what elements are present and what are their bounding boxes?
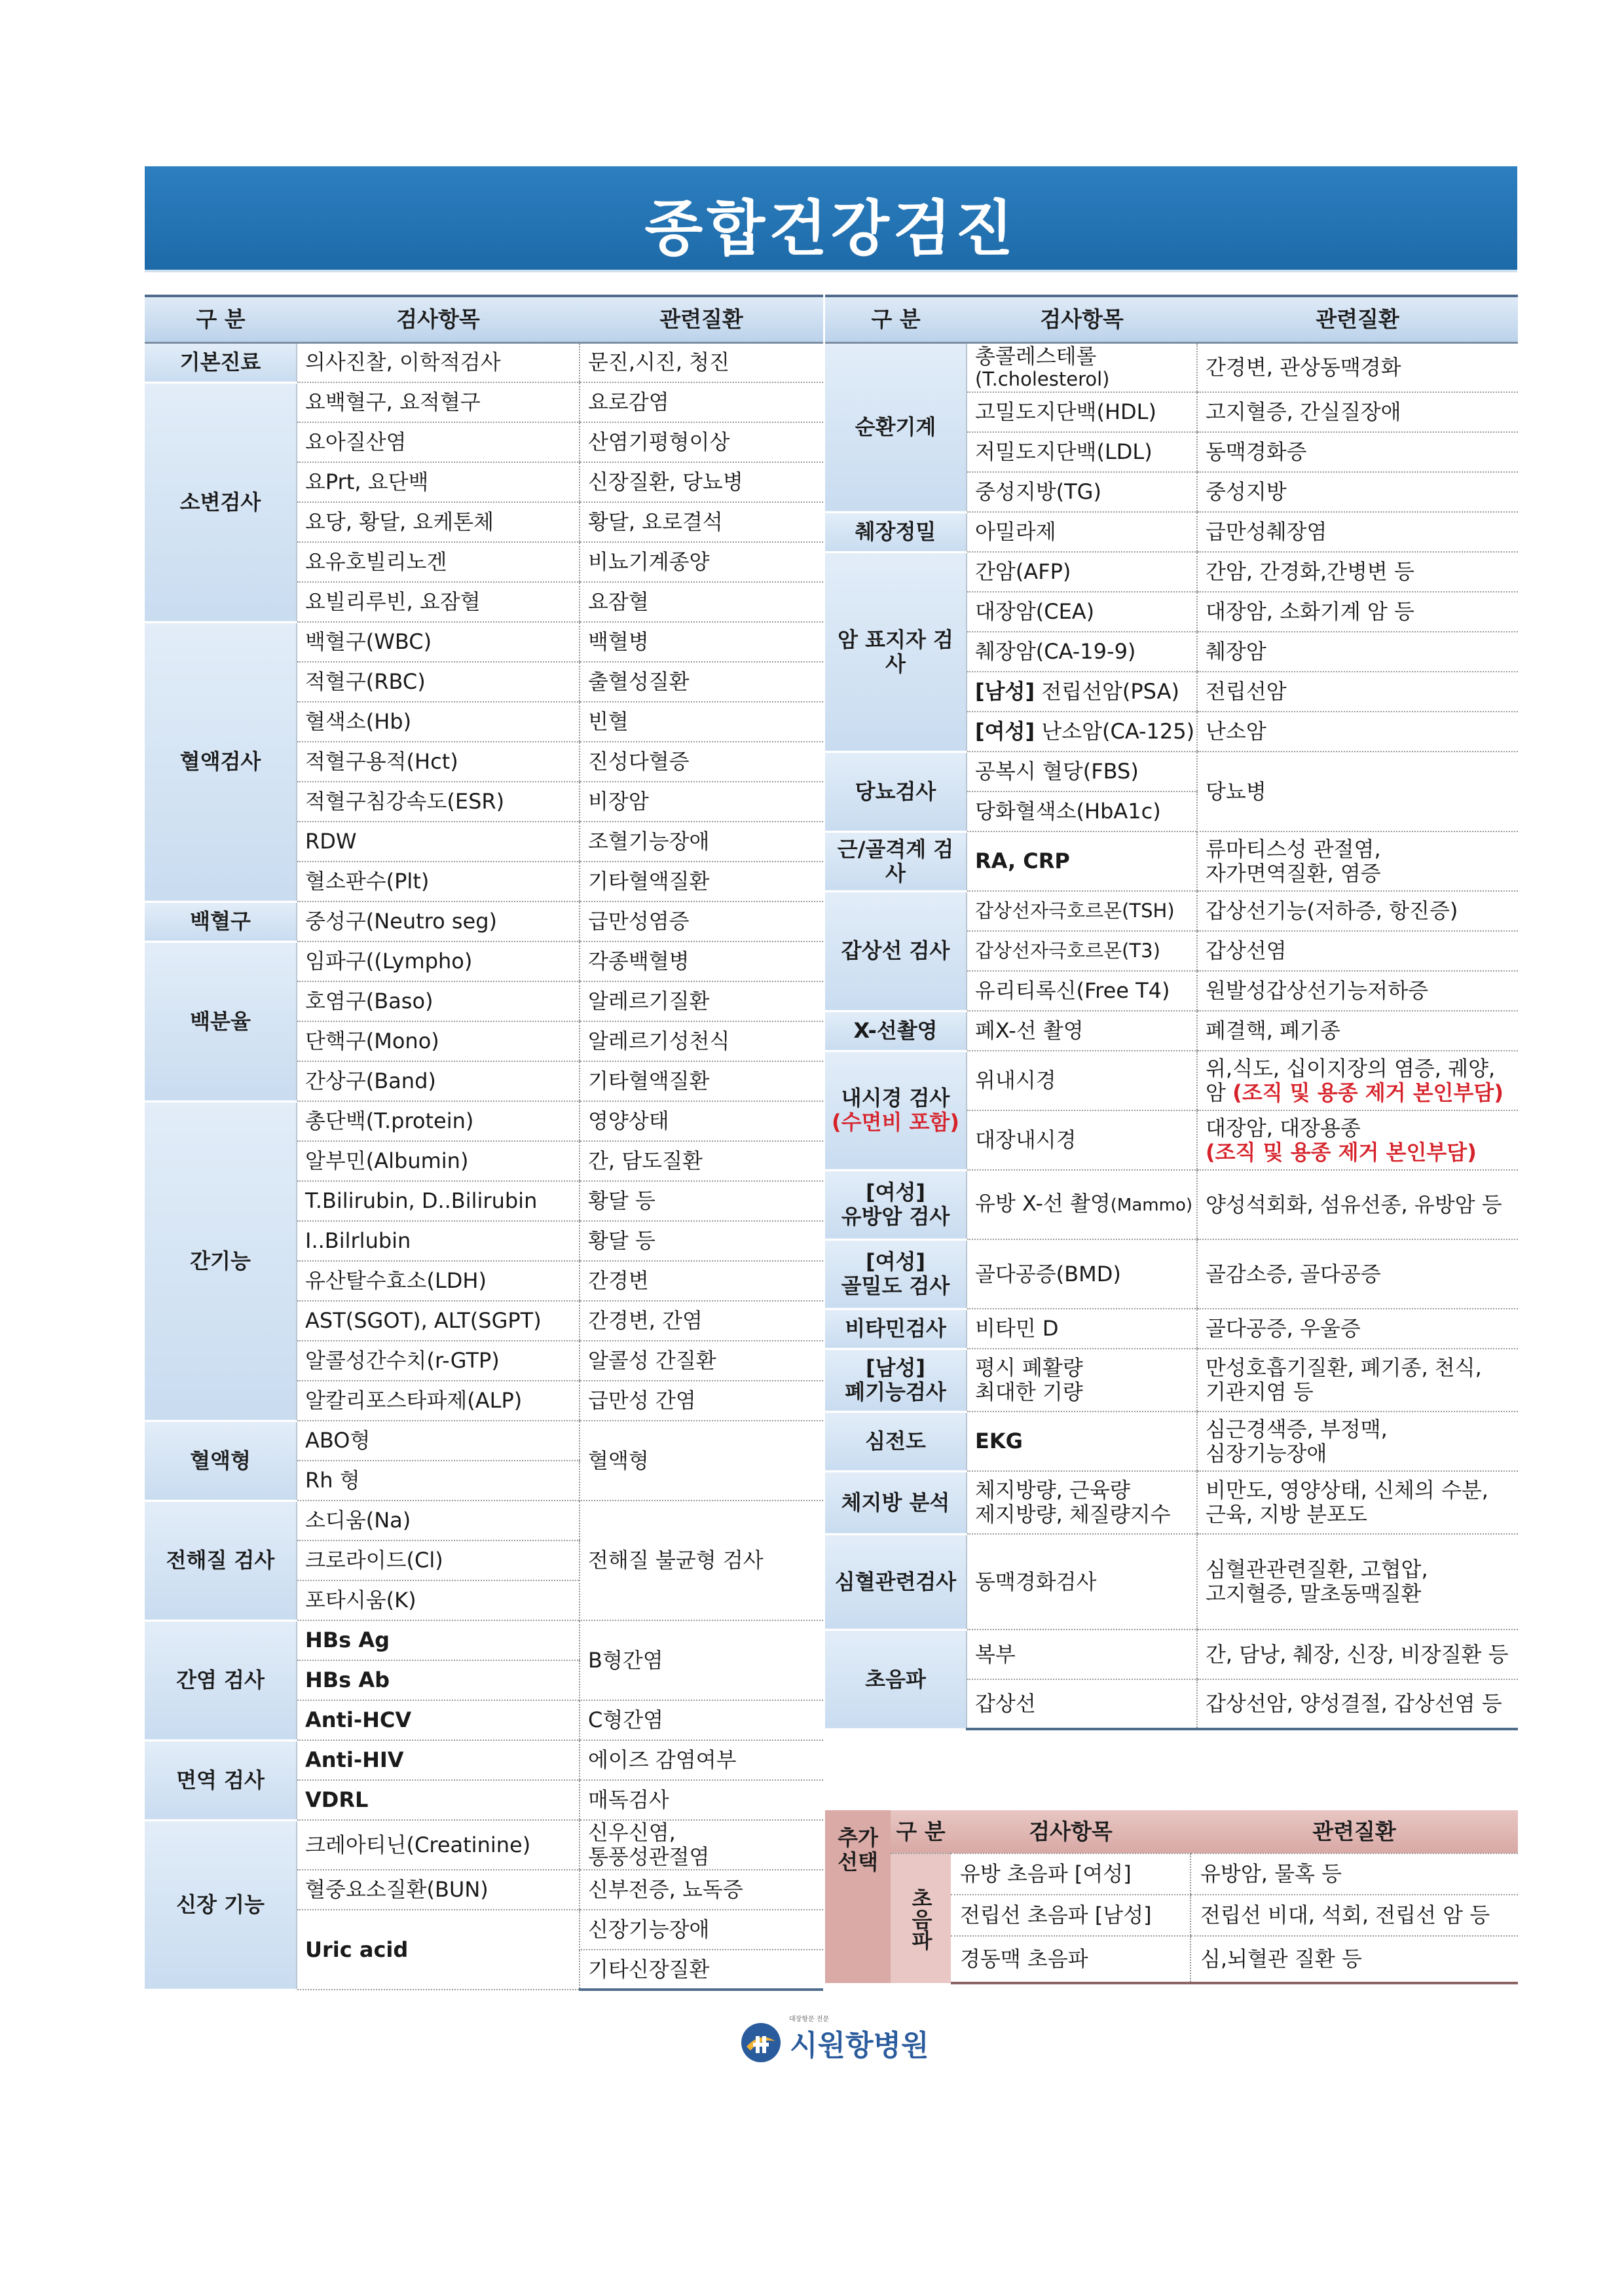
cat-tumor-marker: 암 표지자 검사 xyxy=(825,552,967,752)
disease xyxy=(1197,1534,1518,1630)
test-item: 유방 초음파 [여성] xyxy=(951,1853,1190,1895)
disease: 신부전증, 뇨독증 xyxy=(580,1870,823,1910)
disease: 알레르기질환 xyxy=(580,981,823,1021)
test-item: 갑상선 xyxy=(967,1679,1197,1729)
disease-line: 비만도, 영양상태, 신체의 수분, xyxy=(1206,1478,1488,1503)
disease: 심,뇌혈관 질환 등 xyxy=(1190,1936,1518,1983)
disease: 황달, 요로결석 xyxy=(580,502,823,542)
disease: C형간염 xyxy=(580,1700,823,1740)
cat-hepatitis: 간염 검사 xyxy=(145,1620,297,1740)
disease: 기타혈액질환 xyxy=(580,1061,823,1101)
test-item: 중성지방(TG) xyxy=(967,472,1197,512)
disease: 영양상태 xyxy=(580,1101,823,1141)
cat-vitamin: 비타민검사 xyxy=(825,1309,967,1349)
cat-label: 골밀도 검사 xyxy=(841,1273,950,1298)
test-item: 총단백(T.protein) xyxy=(297,1101,580,1141)
disease: 요잠혈 xyxy=(580,582,823,622)
disease: 황달 등 xyxy=(580,1221,823,1261)
cat-mammography xyxy=(825,1170,967,1239)
cat-thyroid: 갑상선 검사 xyxy=(825,891,967,1011)
test-item: 적혈구침강속도(ESR) xyxy=(297,782,580,822)
disease: 각종백혈병 xyxy=(580,941,823,981)
header-category: 구 분 xyxy=(825,296,967,342)
header-disease: 관련질환 xyxy=(1197,296,1518,342)
disease xyxy=(1197,1349,1518,1412)
test-item: 크레아티닌(Creatinine) xyxy=(297,1820,580,1870)
disease: 갑상선염 xyxy=(1197,931,1518,971)
disease: 췌장암 xyxy=(1197,632,1518,672)
test-item: I..Bilrlubin xyxy=(297,1221,580,1261)
test-item: 저밀도지단백(LDL) xyxy=(967,432,1197,472)
cat-electrolyte: 전해질 검사 xyxy=(145,1501,297,1620)
disease: 산염기평형이상 xyxy=(580,422,823,462)
disease-line: 고지혈증, 말초동맥질환 xyxy=(1206,1581,1422,1606)
test-item xyxy=(967,1170,1197,1239)
item-line: 체지방량, 근육량 xyxy=(975,1478,1130,1503)
test-item: 요유호빌리노겐 xyxy=(297,542,580,582)
disease: 빈혈 xyxy=(580,702,823,742)
disease: 알레르기성천식 xyxy=(580,1021,823,1061)
cat-label: [여성] xyxy=(865,1180,926,1205)
left-table xyxy=(145,295,823,1991)
header-item: 검사항목 xyxy=(951,1810,1190,1853)
disease-line: 심근경색증, 부정맥, xyxy=(1206,1416,1388,1442)
test-item: 알콜성간수치(r-GTP) xyxy=(297,1341,580,1381)
cat-endoscopy xyxy=(825,1051,967,1170)
test-item: HBs Ag xyxy=(297,1620,580,1660)
disease: 급만성췌장염 xyxy=(1197,512,1518,552)
cat-blood: 혈액검사 xyxy=(145,622,297,902)
test-item: 중성구(Neutro seg) xyxy=(297,902,580,941)
test-item xyxy=(967,1471,1197,1534)
item-text: 전립선암(PSA) xyxy=(1041,679,1179,704)
disease: 원발성갑상선기능저하증 xyxy=(1197,971,1518,1011)
test-item: 알부민(Albumin) xyxy=(297,1141,580,1181)
test-item: 적혈구(RBC) xyxy=(297,662,580,702)
test-item: 당화혈색소(HbA1c) xyxy=(967,792,1197,831)
cat-diabetes: 당뇨검사 xyxy=(825,752,967,831)
disease-line: 근육, 지방 분포도 xyxy=(1206,1502,1367,1527)
disease xyxy=(580,1820,823,1870)
disease: 비장암 xyxy=(580,782,823,822)
disease: 간경변 xyxy=(580,1261,823,1301)
disease-line: 심혈관관련질환, 고협압, xyxy=(1206,1557,1428,1582)
cat-immune: 면역 검사 xyxy=(145,1740,297,1820)
disease: 당뇨병 xyxy=(1197,752,1518,831)
test-item: 요백혈구, 요적혈구 xyxy=(297,382,580,422)
gender-tag: [여성] xyxy=(975,719,1035,744)
disease: 황달 등 xyxy=(580,1181,823,1221)
cat-urine: 소변검사 xyxy=(145,382,297,622)
disease: 전해질 불균형 검사 xyxy=(580,1501,823,1620)
cat-label: [남성] xyxy=(865,1355,926,1380)
test-item xyxy=(967,672,1197,712)
disease-line: 대장암, 대장용종 xyxy=(1206,1115,1361,1140)
cat-body-fat: 체지방 분석 xyxy=(825,1471,967,1534)
disease: 조혈기능장애 xyxy=(580,822,823,862)
test-item: EKG xyxy=(967,1412,1197,1471)
disease: 급만성염증 xyxy=(580,902,823,941)
disease xyxy=(1197,1051,1518,1110)
disease: 대장암, 소화기계 암 등 xyxy=(1197,592,1518,632)
test-item: HBs Ab xyxy=(297,1660,580,1700)
disease: 간, 담도질환 xyxy=(580,1141,823,1181)
test-item xyxy=(967,342,1197,392)
test-item: 췌장암(CA-19-9) xyxy=(967,632,1197,672)
header-item: 검사항목 xyxy=(967,296,1197,342)
test-item: 대장내시경 xyxy=(967,1110,1197,1170)
extra-options-table xyxy=(825,1810,1518,1984)
test-item: RA, CRP xyxy=(967,831,1197,891)
item-line: 제지방량, 체질량지수 xyxy=(975,1502,1171,1527)
disease xyxy=(1197,831,1518,891)
hospital-emblem-icon xyxy=(740,2022,782,2064)
gender-tag: [남성] xyxy=(975,679,1035,704)
test-item: 호염구(Baso) xyxy=(297,981,580,1021)
disease-line: 기관지염 등 xyxy=(1206,1379,1314,1404)
test-item: 요당, 황달, 요케톤체 xyxy=(297,502,580,542)
disease: 갑상선기능(저하증, 항진증) xyxy=(1197,891,1518,931)
disease-line: 심장기능장애 xyxy=(1206,1440,1327,1466)
disease: 비뇨기계종양 xyxy=(580,542,823,582)
cat-pancreas: 췌장정밀 xyxy=(825,512,967,552)
disease: 난소암 xyxy=(1197,712,1518,752)
cat-label: [여성] xyxy=(865,1249,926,1274)
test-item: ABO형 xyxy=(297,1421,580,1461)
disease-line: 위,식도, 십이지장의 염증, 궤양, xyxy=(1206,1055,1496,1081)
cat-lung-function xyxy=(825,1349,967,1412)
disease-line: 암 xyxy=(1206,1080,1233,1105)
item-text: 유방 X-선 촬영 xyxy=(975,1191,1111,1216)
test-item: 위내시경 xyxy=(967,1051,1197,1110)
disease-line: 자가면역질환, 염증 xyxy=(1206,860,1381,886)
disease-line: 류마티스성 관절염, xyxy=(1206,836,1381,862)
cat-bone-density xyxy=(825,1239,967,1309)
cat-liver: 간기능 xyxy=(145,1101,297,1421)
test-item: 동맥경화검사 xyxy=(967,1534,1197,1630)
test-item: 고밀도지단백(HDL) xyxy=(967,392,1197,432)
test-item: 혈색소(Hb) xyxy=(297,702,580,742)
disease: 매독검사 xyxy=(580,1780,823,1820)
disease: 유방암, 물혹 등 xyxy=(1190,1853,1518,1895)
cat-differential: 백분율 xyxy=(145,941,297,1101)
header-disease: 관련질환 xyxy=(580,296,823,342)
disease: 골감소증, 골다공증 xyxy=(1197,1239,1518,1309)
cat-label: 유방암 검사 xyxy=(841,1204,950,1229)
disease-line: 신우신염, xyxy=(588,1820,676,1845)
test-item xyxy=(967,712,1197,752)
test-item: Uric acid xyxy=(297,1910,580,1990)
test-item: 갑상선자극호르몬(TSH) xyxy=(967,891,1197,931)
test-item: 폐X-선 촬영 xyxy=(967,1011,1197,1051)
test-item: 요빌리루빈, 요잠혈 xyxy=(297,582,580,622)
disease: 동맥경화증 xyxy=(1197,432,1518,472)
disease: 혈액형 xyxy=(580,1421,823,1501)
item-line: 총콜레스테롤 xyxy=(975,343,1097,369)
disease: 양성석회화, 섬유선종, 유방암 등 xyxy=(1197,1170,1518,1239)
test-item: Rh 형 xyxy=(297,1461,580,1501)
disease: 폐결핵, 폐기종 xyxy=(1197,1011,1518,1051)
disease: 출혈성질환 xyxy=(580,662,823,702)
cat-label: 폐기능검사 xyxy=(845,1379,946,1404)
cat-xray: X-선촬영 xyxy=(825,1011,967,1051)
disease-note: (조직 및 용종 제거 본인부담) xyxy=(1206,1139,1477,1165)
disease-line: 만성호흡기질환, 폐기종, 천식, xyxy=(1206,1355,1482,1380)
test-item: 백혈구(WBC) xyxy=(297,622,580,662)
test-item: 아밀라제 xyxy=(967,512,1197,552)
hospital-logo xyxy=(740,2016,929,2069)
disease: 백혈병 xyxy=(580,622,823,662)
disease: 간암, 간경화,간병변 등 xyxy=(1197,552,1518,592)
test-item: 전립선 초음파 [남성] xyxy=(951,1895,1190,1936)
test-item: 혈중요소질환(BUN) xyxy=(297,1870,580,1910)
disease: 문진,시진, 청진 xyxy=(580,342,823,382)
disease: 간경변, 간염 xyxy=(580,1301,823,1341)
test-item: 단핵구(Mono) xyxy=(297,1021,580,1061)
item-text: 난소암(CA-125) xyxy=(1041,719,1195,744)
test-item: 갑상선자극호르몬(T3) xyxy=(967,931,1197,971)
test-item: 소디움(Na) xyxy=(297,1501,580,1540)
disease: 중성지방 xyxy=(1197,472,1518,512)
test-item xyxy=(967,1349,1197,1412)
item-line: (T.cholesterol) xyxy=(975,367,1110,390)
test-item: 비타민 D xyxy=(967,1309,1197,1349)
test-item: 복부 xyxy=(967,1630,1197,1679)
item-note: (Mammo) xyxy=(1110,1195,1192,1215)
cat-circulatory: 순환기계 xyxy=(825,342,967,512)
cat-cardiovascular: 심혈관련검사 xyxy=(825,1534,967,1630)
cat-bloodtype: 혈액형 xyxy=(145,1421,297,1501)
page-title: 종합건강검진 xyxy=(644,194,1018,264)
test-item: 적혈구용적(Hct) xyxy=(297,742,580,782)
test-item: 공복시 혈당(FBS) xyxy=(967,752,1197,792)
disease: 전립선암 xyxy=(1197,672,1518,712)
item-line: 최대한 기량 xyxy=(975,1379,1083,1404)
cat-ekg: 심전도 xyxy=(825,1412,967,1471)
disease: 기타혈액질환 xyxy=(580,862,823,902)
disease xyxy=(1197,1412,1518,1471)
test-item: 경동맥 초음파 xyxy=(951,1936,1190,1983)
disease: 알콜성 간질환 xyxy=(580,1341,823,1381)
test-item: 의사진찰, 이학적검사 xyxy=(297,342,580,382)
test-item: Anti-HIV xyxy=(297,1740,580,1780)
test-item: Anti-HCV xyxy=(297,1700,580,1740)
header-category: 구 분 xyxy=(145,296,297,342)
hospital-tagline: 대장항문 전문 xyxy=(789,2016,830,2023)
test-item: 포타시움(K) xyxy=(297,1580,580,1620)
test-item: 요Prt, 요단백 xyxy=(297,462,580,502)
disease: 신장질환, 당뇨병 xyxy=(580,462,823,502)
disease: 고지혈증, 간실질장애 xyxy=(1197,392,1518,432)
cat-basic: 기본진료 xyxy=(145,342,297,382)
disease: 기타신장질환 xyxy=(580,1950,823,1990)
test-item: 간암(AFP) xyxy=(967,552,1197,592)
cat-label: 내시경 검사 xyxy=(841,1085,950,1110)
test-item: 요아질산염 xyxy=(297,422,580,462)
test-item: 골다공증(BMD) xyxy=(967,1239,1197,1309)
disease: 급만성 간염 xyxy=(580,1381,823,1421)
test-item: 유산탈수효소(LDH) xyxy=(297,1261,580,1301)
item-line: 평시 폐활량 xyxy=(975,1355,1083,1380)
test-item: 혈소판수(Plt) xyxy=(297,862,580,902)
disease: 전립선 비대, 석회, 전립선 암 등 xyxy=(1190,1895,1518,1936)
test-item: T.Bilirubin, D..Bilirubin xyxy=(297,1181,580,1221)
header-item: 검사항목 xyxy=(297,296,580,342)
header-category: 구 분 xyxy=(891,1810,951,1853)
cat-kidney: 신장 기능 xyxy=(145,1820,297,1990)
disease-line: 통풍성관절염 xyxy=(588,1844,710,1869)
cat-additional: 추가 선택 xyxy=(825,1810,891,1983)
test-item: 임파구((Lympho) xyxy=(297,941,580,981)
test-item: 대장암(CEA) xyxy=(967,592,1197,632)
cat-extra-ultrasound: 초음파 xyxy=(891,1853,951,1983)
cat-note: (수면비 포함) xyxy=(832,1110,959,1135)
disease: 골다공증, 우울증 xyxy=(1197,1309,1518,1349)
test-item: 크로라이드(Cl) xyxy=(297,1540,580,1580)
disease: 신장기능장애 xyxy=(580,1910,823,1950)
right-table xyxy=(825,295,1518,1730)
test-item: 유리티록신(Free T4) xyxy=(967,971,1197,1011)
header-disease: 관련질환 xyxy=(1190,1810,1518,1853)
hospital-name: 시원항병원 xyxy=(790,2029,929,2062)
disease: 간, 담낭, 췌장, 신장, 비장질환 등 xyxy=(1197,1630,1518,1679)
disease: 진성다혈증 xyxy=(580,742,823,782)
disease: 에이즈 감염여부 xyxy=(580,1740,823,1780)
disease xyxy=(1197,1110,1518,1170)
test-item: AST(SGOT), ALT(SGPT) xyxy=(297,1301,580,1341)
disease: 요로감염 xyxy=(580,382,823,422)
disease: B형간염 xyxy=(580,1620,823,1700)
cat-ultrasound: 초음파 xyxy=(825,1630,967,1729)
disease-note: (조직 및 용종 제거 본인부담) xyxy=(1232,1080,1504,1105)
cat-musculoskeletal: 근/골격계 검사 xyxy=(825,831,967,891)
test-item: 알칼리포스타파제(ALP) xyxy=(297,1381,580,1421)
test-item: VDRL xyxy=(297,1780,580,1820)
title-banner xyxy=(145,166,1517,270)
disease xyxy=(1197,1471,1518,1534)
cat-wbc: 백혈구 xyxy=(145,902,297,941)
test-item: 간상구(Band) xyxy=(297,1061,580,1101)
disease: 갑상선암, 양성결절, 갑상선염 등 xyxy=(1197,1679,1518,1729)
disease: 간경변, 관상동맥경화 xyxy=(1197,342,1518,392)
test-item: RDW xyxy=(297,822,580,862)
